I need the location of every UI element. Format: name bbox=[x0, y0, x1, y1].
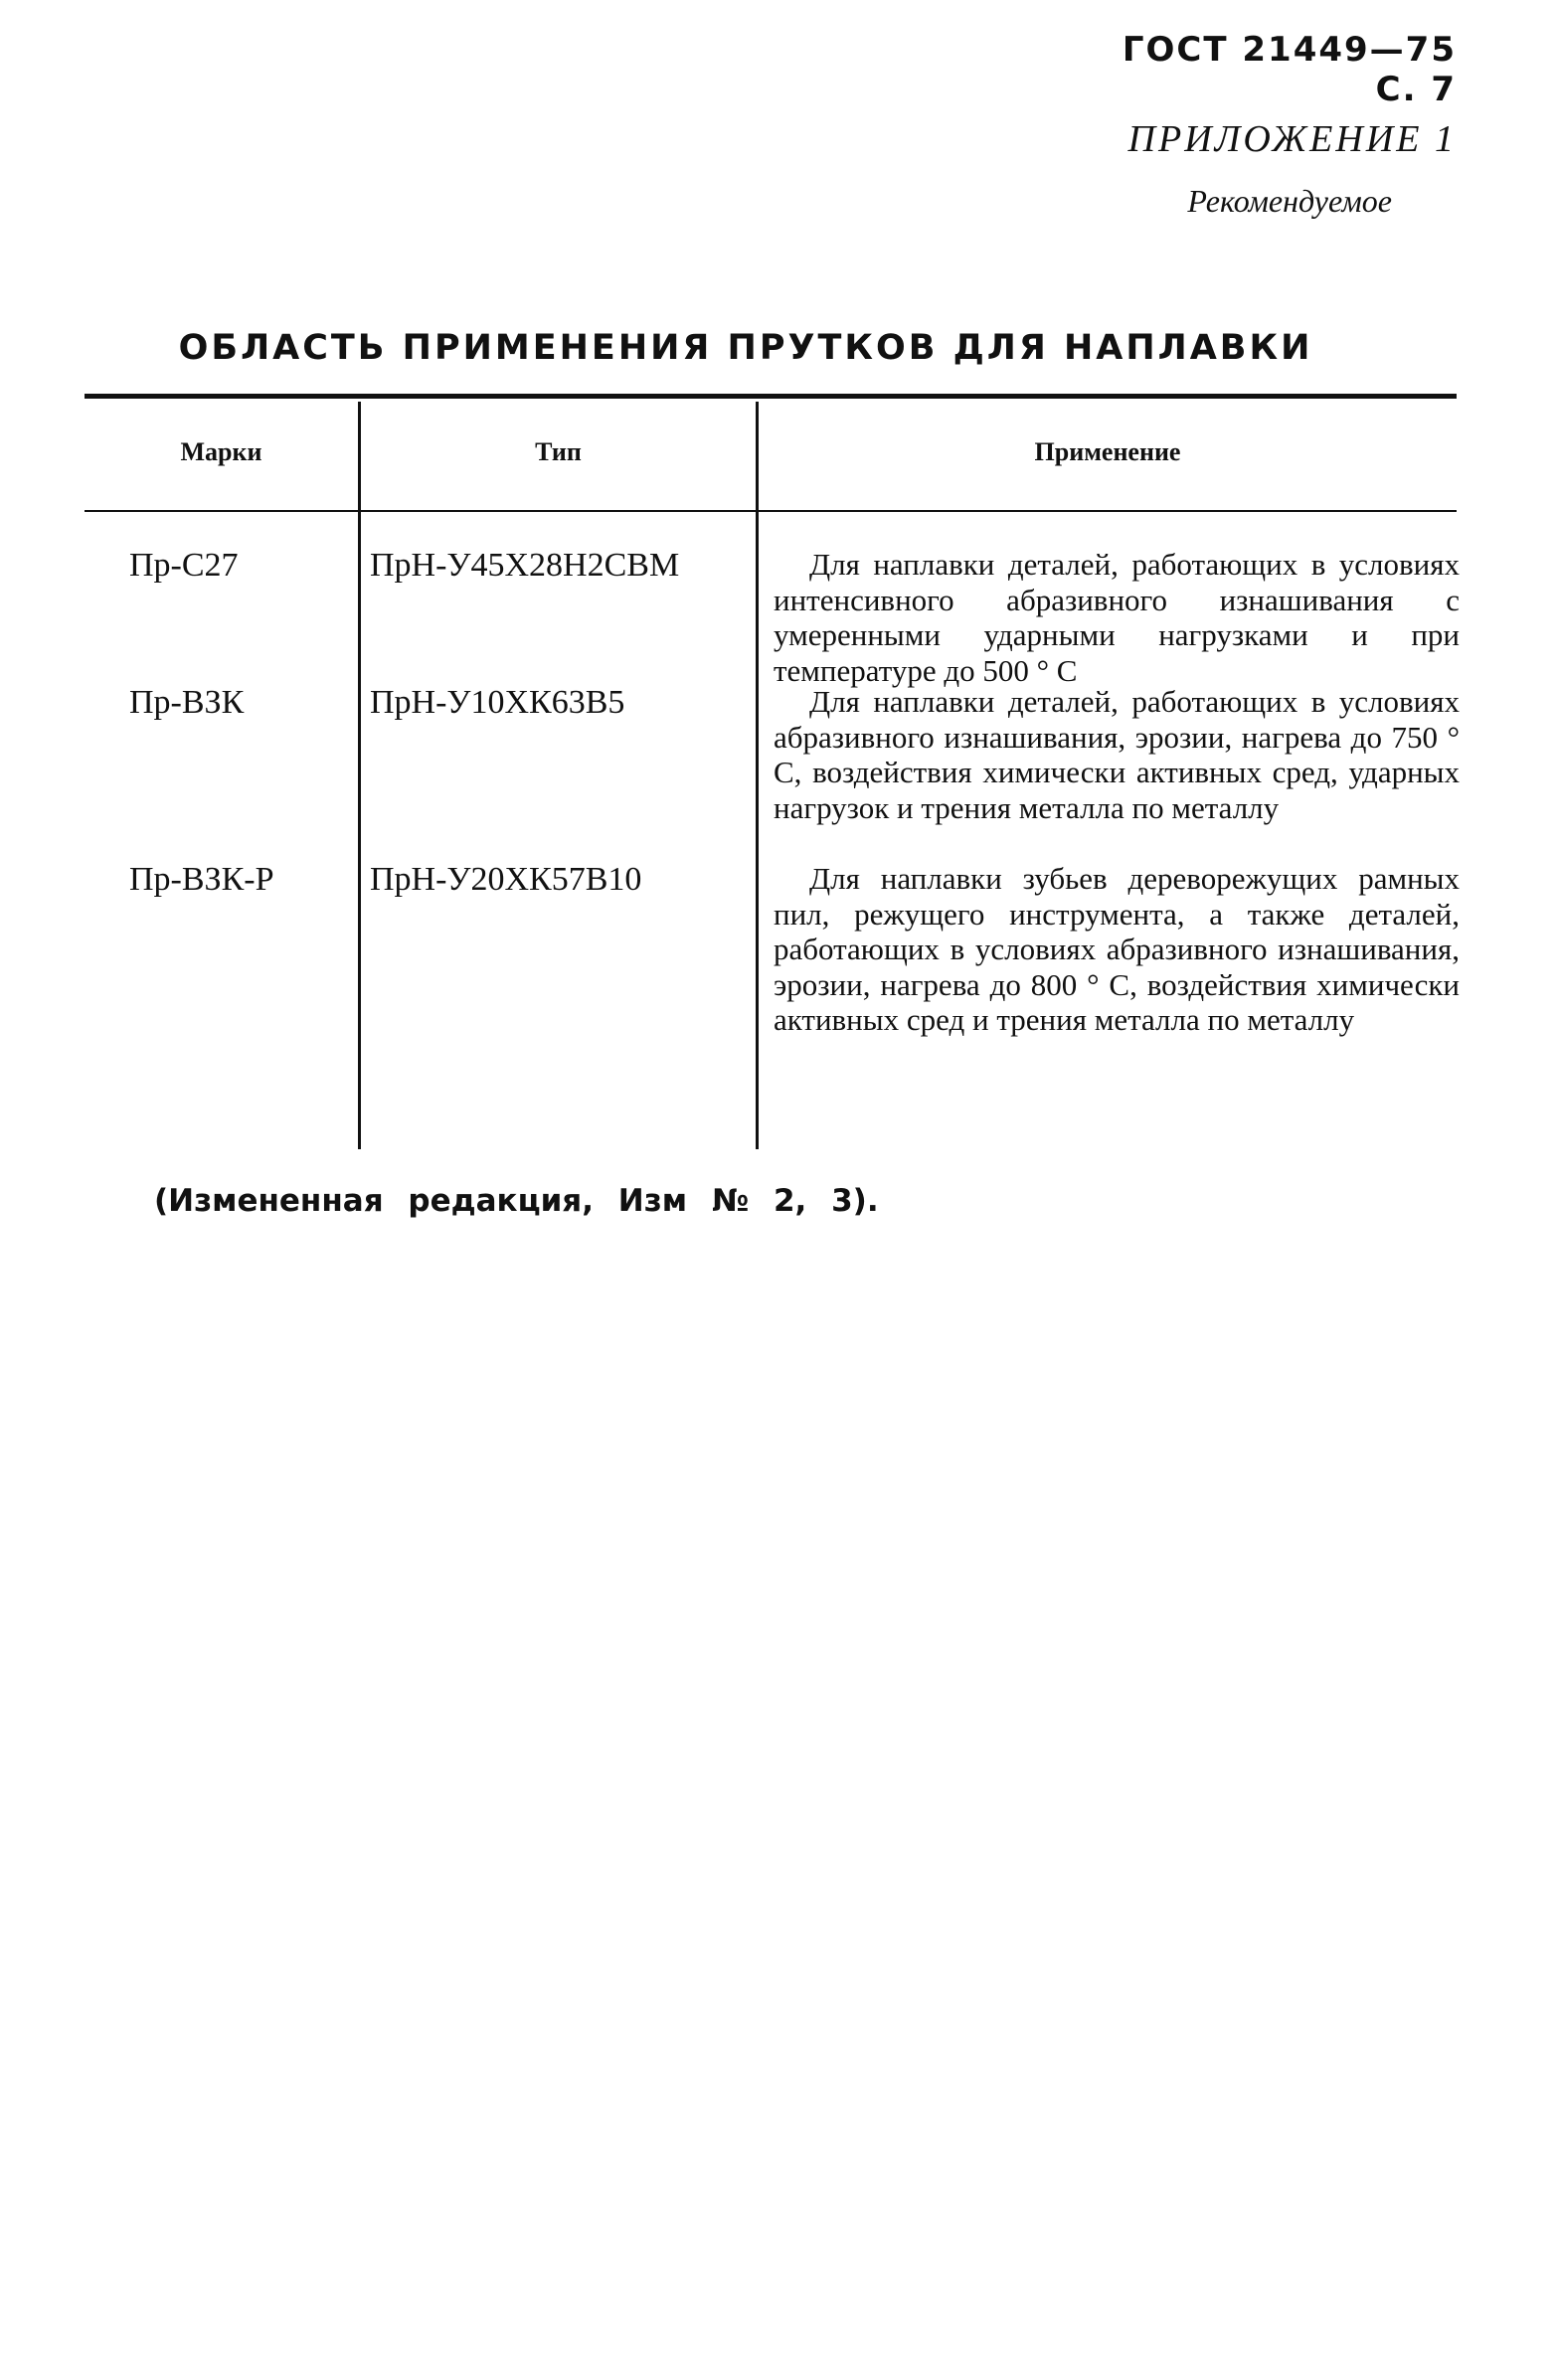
column-divider-2 bbox=[756, 402, 759, 1149]
revision-note: (Измененная редакция, Изм № 2, 3). bbox=[154, 1183, 879, 1219]
row-3-type: ПрН-У20ХК57В10 bbox=[370, 861, 642, 898]
row-1-application: Для наплавки деталей, работающих в условиях интенсивного абразивного изнашивания с умеренными ударными нагрузками и при температуре до 500 ° С bbox=[774, 547, 1460, 688]
table-header-rule bbox=[85, 510, 1457, 512]
row-1-mark: Пр-С27 bbox=[129, 547, 239, 584]
column-header-type: Тип bbox=[535, 437, 582, 466]
standard-page-code: ГОСТ 21449—75 С. 7 bbox=[1122, 30, 1457, 109]
table-top-rule bbox=[85, 394, 1457, 399]
column-header-marks: Марки bbox=[180, 437, 262, 466]
appendix-label: ПРИЛОЖЕНИЕ 1 bbox=[1127, 118, 1457, 160]
row-3-application: Для наплавки зубьев дереворежущих рамных пил, режущего инструмента, а также деталей, работающих в условиях абразивного изнашивания, эрозии, нагрева до 800 ° С, воздействия химически активных сред и трения металла по металлу bbox=[774, 861, 1460, 1037]
column-header-application: Применение bbox=[1034, 437, 1181, 466]
table-title: ОБЛАСТЬ ПРИМЕНЕНИЯ ПРУТКОВ ДЛЯ НАПЛАВКИ bbox=[178, 328, 1313, 368]
appendix-status: Рекомендуемое bbox=[1187, 183, 1392, 219]
row-2-mark: Пр-ВЗК bbox=[129, 684, 245, 721]
row-2-application: Для наплавки деталей, работающих в условиях абразивного изнашивания, эрозии, нагрева до 750 ° С, воздействия химически активных сред, ударных нагрузок и трения металла по металлу bbox=[774, 684, 1460, 825]
row-2-type: ПрН-У10ХК63В5 bbox=[370, 684, 625, 721]
row-1-type: ПрН-У45Х28Н2СВМ bbox=[370, 547, 680, 584]
column-divider-1 bbox=[358, 402, 361, 1149]
row-3-mark: Пр-ВЗК-Р bbox=[129, 861, 274, 898]
